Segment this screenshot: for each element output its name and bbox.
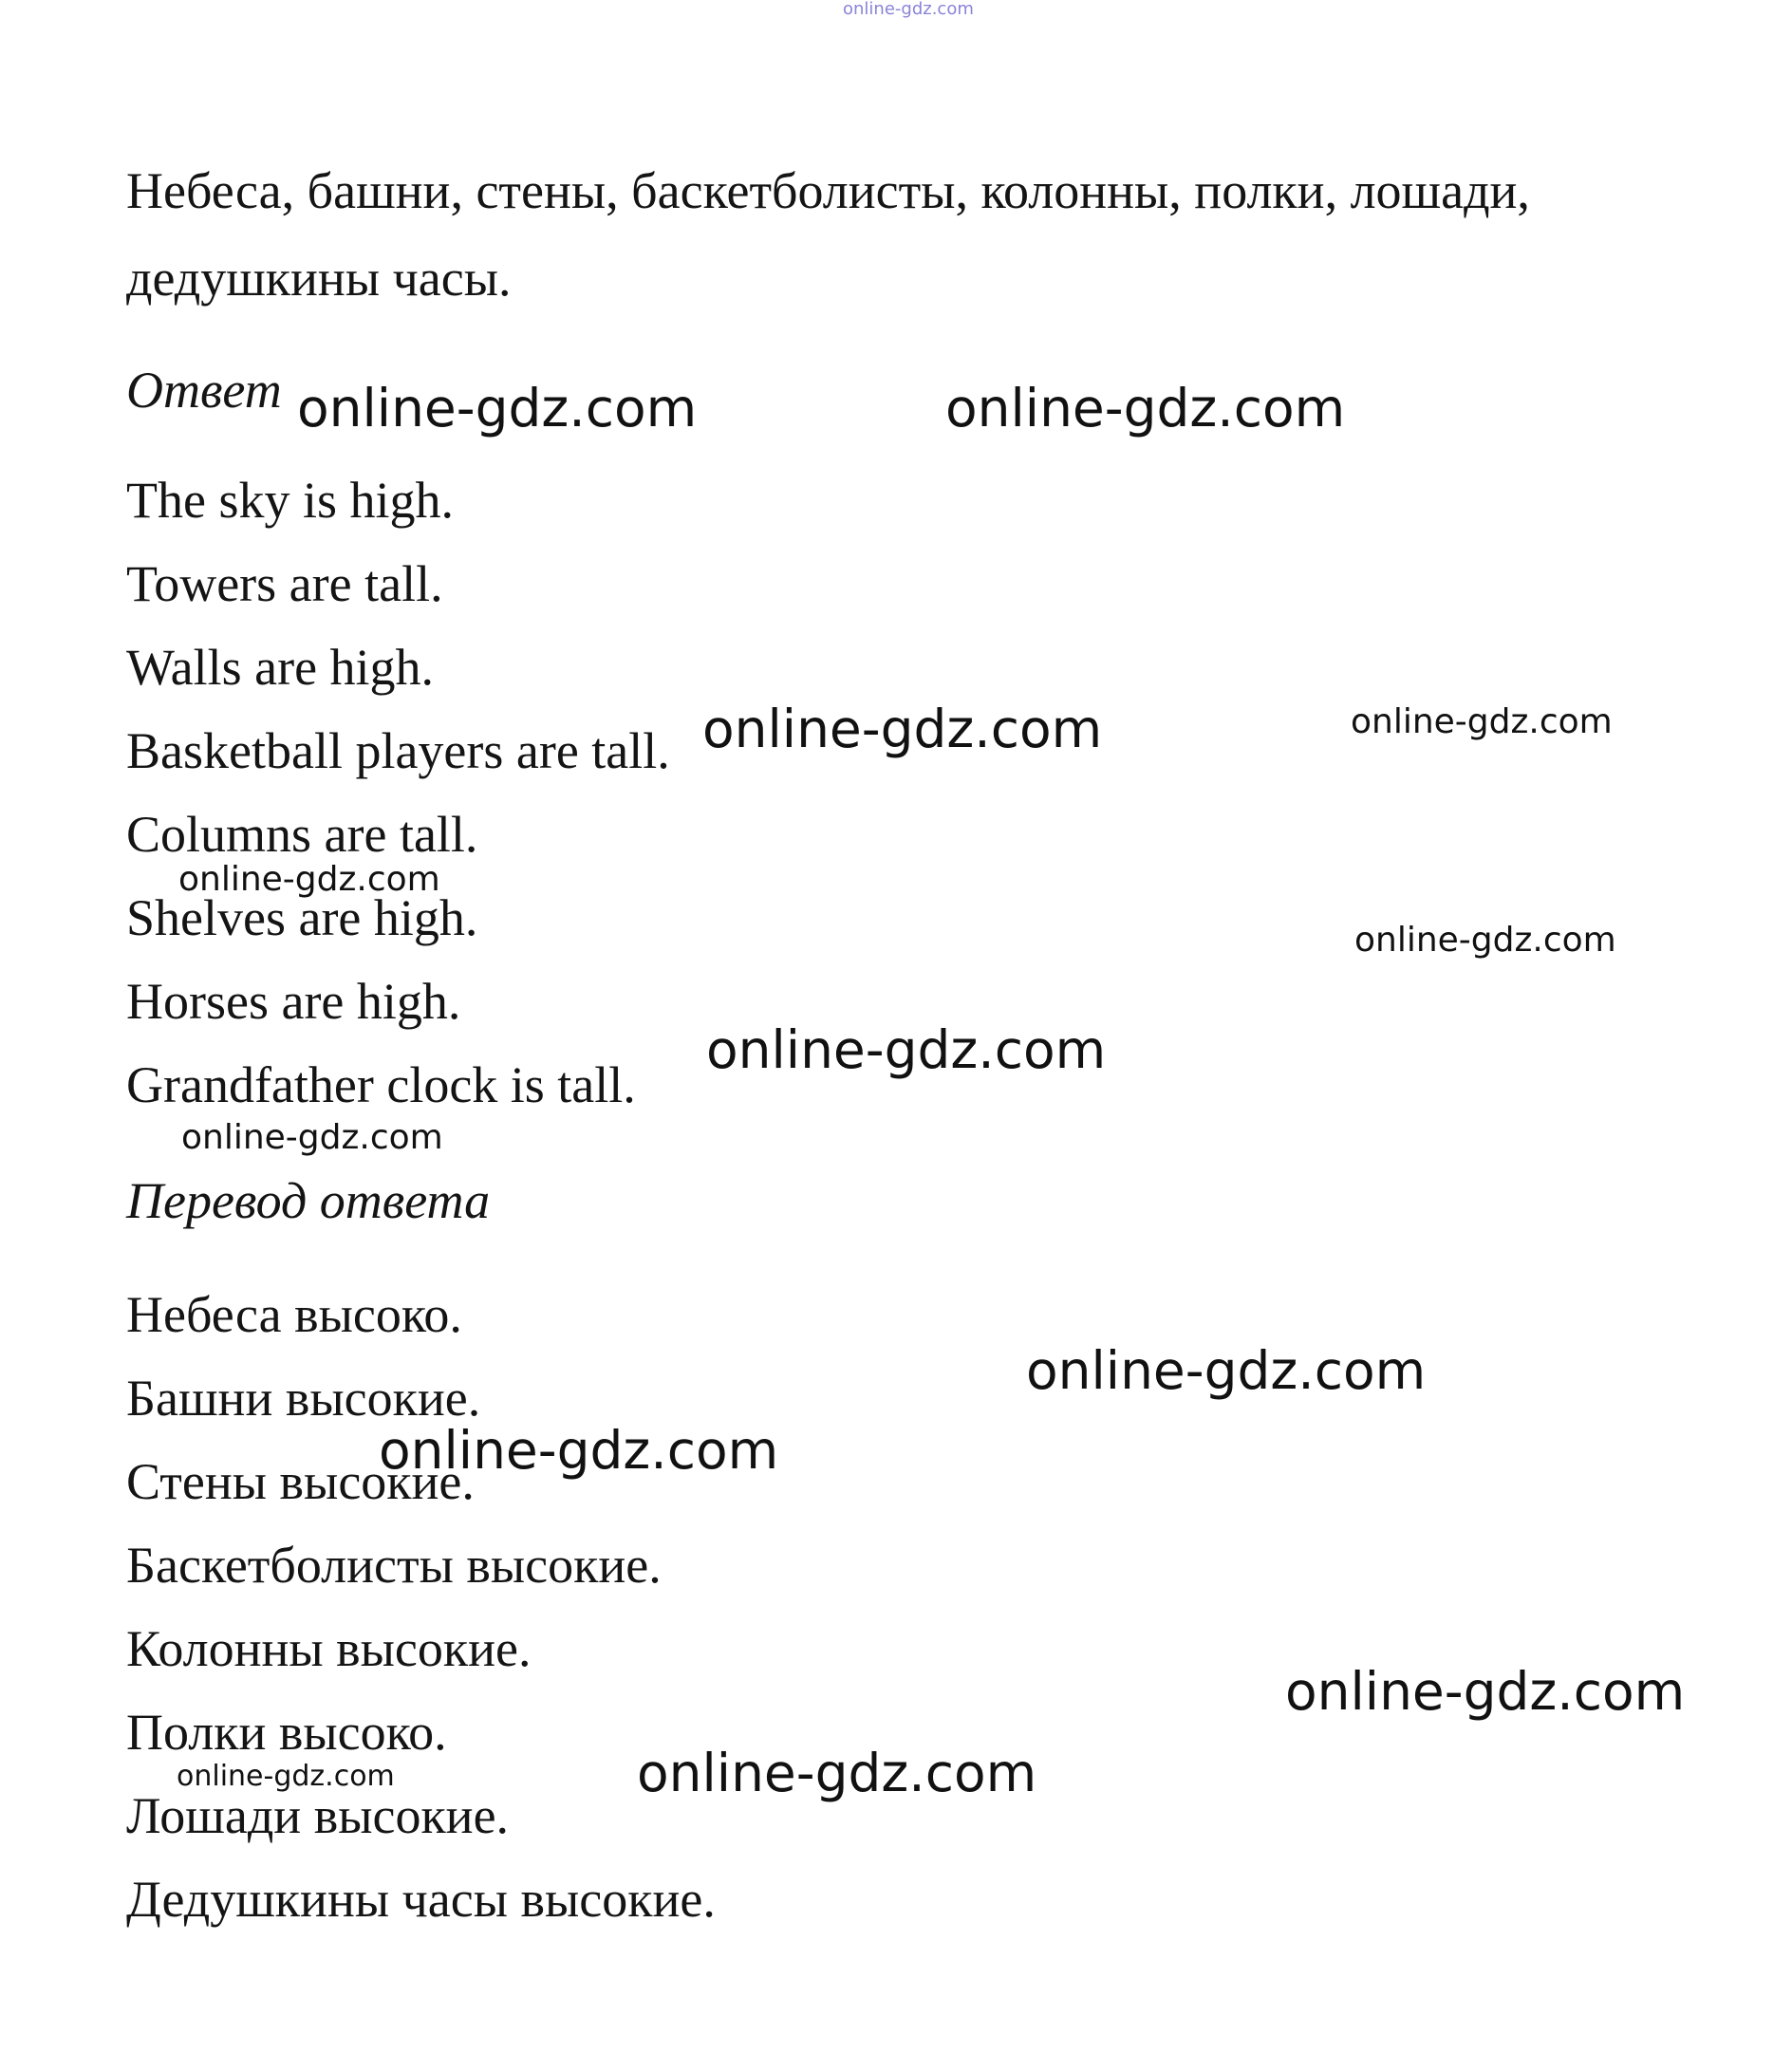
answer-line: Grandfather clock is tall.: [126, 1056, 636, 1113]
watermark: online-gdz.com: [1351, 702, 1613, 741]
watermark: online-gdz.com: [702, 699, 1103, 759]
translation-label: Перевод ответа: [126, 1172, 491, 1229]
answer-line: Shelves are high.: [126, 889, 478, 946]
translation-line: Лошади высокие.: [126, 1787, 510, 1844]
watermark: online-gdz.com: [637, 1743, 1037, 1803]
watermark: online-gdz.com: [945, 378, 1346, 439]
answer-label: Ответ: [126, 362, 282, 419]
task-line-1: Небеса, башни, стены, баскетболисты, колонны, полки, лошади,: [126, 162, 1530, 219]
watermark: online-gdz.com: [178, 860, 440, 899]
answer-line: Walls are high.: [126, 639, 435, 696]
watermark: online-gdz.com: [181, 1118, 443, 1157]
watermark: online-gdz.com: [1026, 1340, 1427, 1401]
watermark: online-gdz.com: [1354, 921, 1616, 960]
translation-line: Колонны высокие.: [126, 1620, 532, 1677]
top-watermark: online-gdz.com: [843, 0, 974, 19]
task-line-2: дедушкины часы.: [126, 250, 512, 307]
translation-line: Башни высокие.: [126, 1370, 481, 1427]
translation-line: Дедушкины часы высокие.: [126, 1871, 716, 1928]
watermark: online-gdz.com: [1285, 1661, 1686, 1722]
watermark: online-gdz.com: [177, 1760, 395, 1793]
translation-line: Стены высокие.: [126, 1453, 475, 1510]
answer-line: The sky is high.: [126, 472, 454, 529]
answer-line: Basketball players are tall.: [126, 722, 670, 779]
answer-line: Towers are tall.: [126, 555, 443, 612]
translation-line: Полки высоко.: [126, 1704, 447, 1761]
watermark: online-gdz.com: [706, 1019, 1107, 1080]
answer-line: Columns are tall.: [126, 806, 478, 863]
watermark: online-gdz.com: [379, 1420, 779, 1481]
watermark: online-gdz.com: [297, 378, 698, 439]
answer-line: Horses are high.: [126, 973, 461, 1030]
translation-line: Баскетболисты высокие.: [126, 1537, 662, 1594]
translation-line: Небеса высоко.: [126, 1286, 462, 1343]
